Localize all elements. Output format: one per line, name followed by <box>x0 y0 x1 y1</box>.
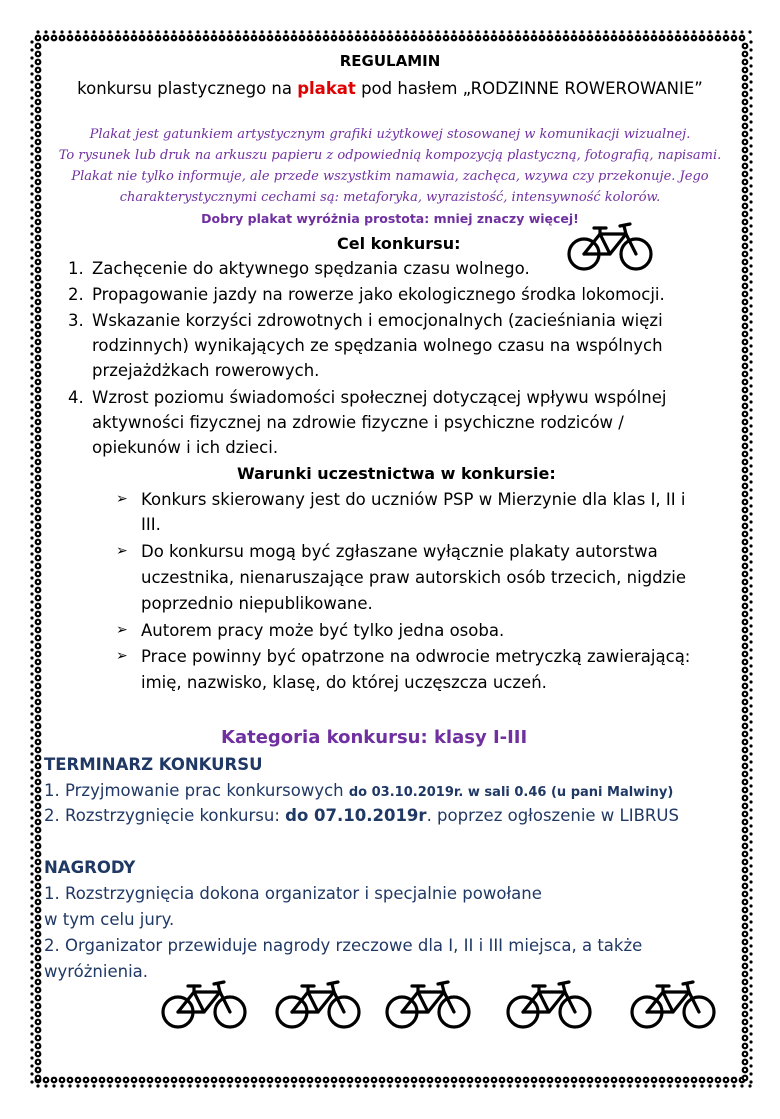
goal-number: 1. <box>68 259 84 278</box>
bullet-arrow-icon: ➢ <box>116 622 128 638</box>
schedule-item <box>44 781 673 800</box>
goal-item-text: rodzinnych) wynikających ze spędzania wolnego czasu na wspólnych <box>92 336 663 355</box>
bicycle-icon <box>274 978 362 1032</box>
goal-item-text: Zachęcenie do aktywnego spędzania czasu wolnego. <box>92 259 530 278</box>
condition-item-text: imię, nazwisko, klasę, do której uczęszcza uczeń. <box>141 673 547 692</box>
goal-number: 3. <box>68 311 84 330</box>
prizes-line: 2. Organizator przewiduje nagrody rzeczowe dla I, II i III miejsca, a także <box>44 936 643 955</box>
intro-line: charakterystycznymi cechami są: metaforyka, wyrazistość, intensywność kolorów. <box>119 190 661 205</box>
prizes-line: 1. Rozstrzygnięcia dokona organizator i specjalnie powołane <box>44 884 542 903</box>
goal-item-text: Wskazanie korzyści zdrowotnych i emocjonalnych (zacieśniania więzi <box>92 311 663 330</box>
condition-item-text: III. <box>141 515 161 534</box>
bicycle-icon <box>384 978 472 1032</box>
condition-item-text: Autorem pracy może być tylko jedna osoba. <box>141 621 505 640</box>
condition-item-text: Prace powinny być opatrzone na odwrocie metryczką zawierającą: <box>141 647 691 666</box>
prizes-line: w tym celu jury. <box>44 910 175 929</box>
goal-item-text: przejażdżkach rowerowych. <box>92 361 320 380</box>
schedule-item-text-end: . poprzez ogłoszenie w LIBRUS <box>426 806 679 825</box>
schedule-item-text: 1. Przyjmowanie prac konkursowych <box>44 781 349 800</box>
category-heading: Kategoria konkursu: klasy I-III <box>221 727 528 748</box>
prizes-heading: NAGRODY <box>44 858 136 877</box>
intro-line: Plakat nie tylko informuje, ale przede wszystkim namawia, zachęca, wzywa czy przekonuje. Jego <box>71 169 709 184</box>
goal-item-text: aktywności fizycznej na zdrowie fizyczne i psychiczne rodziców / <box>92 413 624 432</box>
bicycle-icon <box>160 978 248 1032</box>
condition-item-text: Do konkursu mogą być zgłaszane wyłącznie plakaty autorstwa <box>141 542 658 561</box>
subtitle-highlight: plakat <box>297 79 356 98</box>
document-title: REGULAMIN <box>339 52 441 70</box>
subtitle-text-end: pod hasłem „RODZINNE ROWEROWANIE” <box>355 79 703 98</box>
bicycle-icon <box>566 220 654 274</box>
intro-line: To rysunek lub druk na arkuszu papieru z odpowiednią kompozycją plastyczną, fotografią, napisami. <box>58 148 722 163</box>
schedule-item-deadline: do 07.10.2019r <box>285 806 427 825</box>
subtitle-text: konkursu plastycznego na <box>77 79 298 98</box>
conditions-heading: Warunki uczestnictwa w konkursie: <box>237 464 556 483</box>
goal-item-text: Wzrost poziomu świadomości społecznej dotyczącej wpływu wspólnej <box>92 388 667 407</box>
goal-item-text: Propagowanie jazdy na rowerze jako ekologicznego środka lokomocji. <box>92 285 665 304</box>
bicycle-icon <box>629 978 717 1032</box>
goal-heading: Cel konkursu: <box>337 234 461 253</box>
bicycle-icon <box>505 978 593 1032</box>
bullet-arrow-icon: ➢ <box>116 648 128 664</box>
schedule-item-deadline: do 03.10.2019r. w sali 0.46 (u pani Malwiny) <box>348 785 674 800</box>
intro-motto: Dobry plakat wyróżnia prostota: mniej znaczy więcej! <box>201 211 579 226</box>
schedule-heading: TERMINARZ KONKURSU <box>44 755 263 774</box>
condition-item-text: poprzednio niepublikowane. <box>141 594 373 613</box>
intro-line: Plakat jest gatunkiem artystycznym grafiki użytkowej stosowanej w komunikacji wizualnej. <box>89 127 691 142</box>
prizes-line: wyróżnienia. <box>44 962 149 981</box>
bullet-arrow-icon: ➢ <box>116 543 128 559</box>
schedule-item <box>44 806 679 825</box>
document-subtitle <box>40 79 740 98</box>
condition-item-text: uczestnika, nienaruszające praw autorskich osób trzecich, nigdzie <box>141 568 687 587</box>
goal-number: 4. <box>68 388 84 407</box>
goal-item-text: opiekunów i ich dzieci. <box>92 438 279 457</box>
schedule-item-text: 2. Rozstrzygnięcie konkursu: <box>44 806 286 825</box>
bullet-arrow-icon: ➢ <box>116 491 128 507</box>
condition-item-text: Konkurs skierowany jest do uczniów PSP w Mierzynie dla klas I, II i <box>141 490 686 509</box>
goal-number: 2. <box>68 285 84 304</box>
